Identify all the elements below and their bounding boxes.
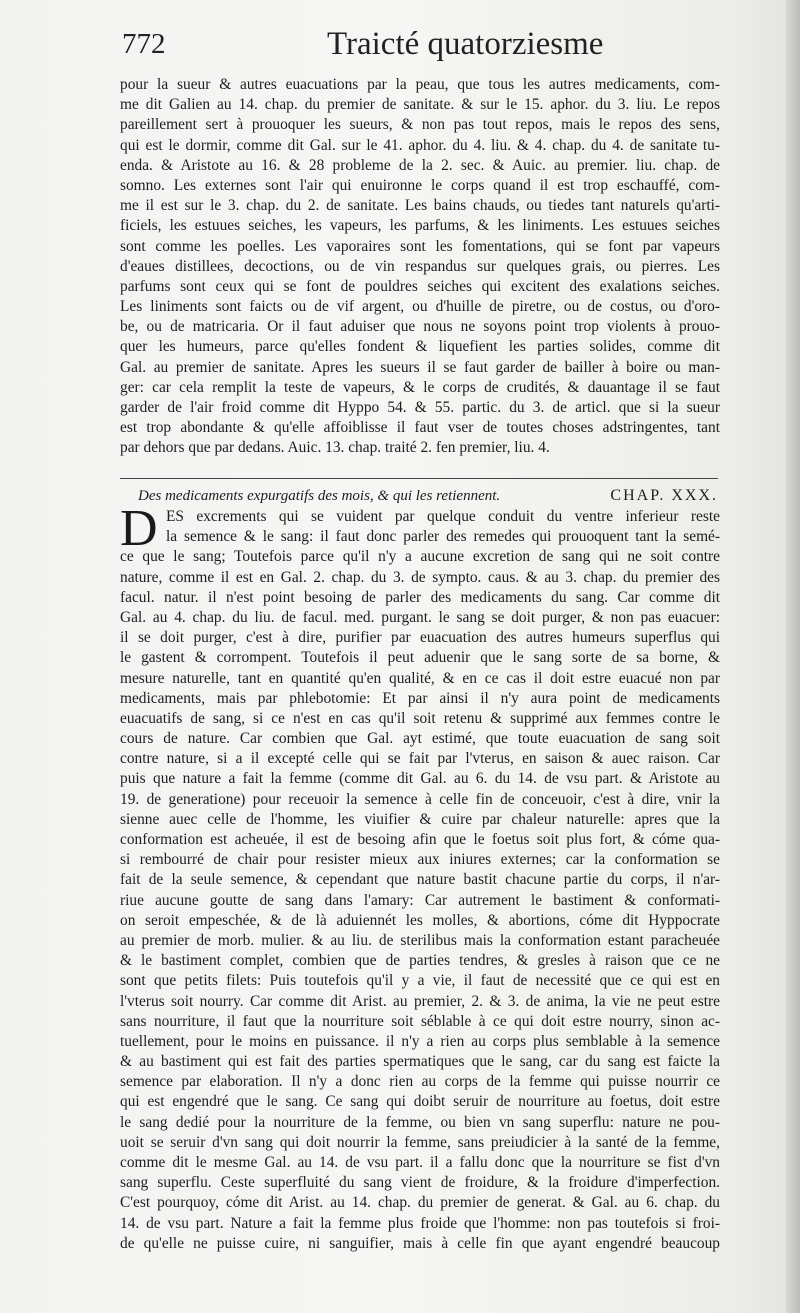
text-line: sienne auec celle de l'homme, les viuifier & cuire par chaleur naturelle: apres que la [120,810,720,828]
text-line: fait de la seule semence, & cependant que nature bastit chacune partie du corps, il n'ar- [120,871,720,889]
text-line: cours de nature. Car combien que Gal. ayt estimé, que toute euacuation de sang soit [120,730,720,748]
text-line: Gal. au premier de sanitate. Apres les sueurs il se faut garder de bailler à boire ou man- [120,358,720,376]
drop-capital: D [120,500,158,557]
chapter-heading [120,484,718,508]
text-line: ficiels, les estuues seiches, les vapeurs, les parfums, & les liniments. Les estuues seiches [120,217,720,235]
text-line: par dehors que par dedans. Auic. 13. chap. traité 2. fen premier, liu. 4. [120,439,550,457]
text-line: me il est sur le 3. chap. du 2. de sanitate. Les bains chauds, ou tiedes tant naturels qu'arti- [120,197,720,215]
text-line: mesure naturelle, tant en quantité qu'en qualité, & en ce cas il doit estre euacué non par [120,669,720,687]
text-line: sang superflu. Ceste superfluité du sang vient de froidure, & la froidure d'imperfection. [120,1174,720,1192]
text-line: be, ou de matricaria. Or il faut aduiser que nous ne soyons point trop violents à prouo- [120,318,720,336]
text-line: pareillement sert à prouoquer les sueurs, & non pas tout repos, mais le repos des sens, [120,116,720,134]
chapter-title: Des medicaments expurgatifs des mois, & qui les retiennent. [138,488,501,504]
text-line: contre nature, si a il excepté celle qui se fait par l'vterus, en saison & auec raison. Car [120,750,720,768]
text-line: nature, comme il est en Gal. 2. chap. du 3. de sympto. caus. & au 3. chap. du premier des [120,568,720,586]
text-line: qui est engendré que le sang. Ce sang qui doibt seruir de nourriture au foetus, doit estre [120,1093,720,1111]
text-line: le gastent & corrompent. Toutefois il peut aduenir que le sang sorte de sa borne, & [120,649,720,667]
text-line: qui est le dormir, comme dit Gal. sur le 41. aphor. du 4. liu. & 4. chap. du 4. de sanitate tu- [120,136,720,154]
text-line: & le bastiment complet, combien que de parties tendres, & gresles à raison que ce ne [120,952,720,970]
chapter-number: CHAP. XXX. [610,487,718,504]
text-line: tuellement, pour le moins en puissance. il n'y a rien au corps plus semblable à la semence [120,1032,720,1050]
text-line: me dit Galien au 14. chap. du premier de sanitate. & sur le 15. aphor. du 3. liu. Le repos [120,96,720,114]
page-number: 772 [122,28,166,60]
text-line: C'est pourquoy, cóme dit Arist. au 14. chap. du premier de generat. & Gal. au 6. chap. du [120,1194,720,1212]
text-line: si rembourré de chair pour resister mieux aux iniures externes; car la conformation se [120,851,720,869]
text-line: ger: car cela remplit la teste de vapeurs, & le corps de crudités, & dauantage il se faut [120,378,720,396]
text-line: garder de l'air froid comme dit Hyppo 54. & 55. partic. du 3. de articl. que si la sueur [120,399,720,416]
text-line: & au bastiment qui est fait des parties spermatiques que le sang, car du sang est faicte la [120,1053,720,1071]
page-edge-shadow [786,0,800,1313]
text-line: semence par elaboration. Il n'y a donc rien au corps de la femme qui puisse nourrir ce [120,1073,720,1091]
running-head [122,28,722,72]
text-line: quer les humeurs, parce qu'elles fondent & liquefient les parties solides, comme dit [120,338,720,356]
running-title: Traicté quatorziesme [327,26,604,62]
text-line: sont que petits filets: Puis toutefois qu'il y a vie, il faut de necessité que ce qui est en [120,972,720,990]
text-line: somno. Les externes sont l'air qui enuironne le corps quand il est trop eschauffé, com- [120,176,720,194]
text-line: d'eaues distillees, decoctions, ou de vin respandus sur quelques grais, ou pierres. Les [120,257,720,275]
text-line: l'vterus soit nourry. Car comme dit Arist. au premier, 2. & 3. de anima, la vie ne peut estre [120,992,720,1010]
text-line: uoit se seruir d'vn sang qui doit nourrir la femme, sans preiudicier à la santé de la femme, [120,1133,720,1151]
text-line: sans nourriture, il faut que la nourriture soit séblable à ce qui doit estre nourry, sinon ac- [120,1012,720,1030]
text-line: la semence & le sang: il faut donc parler des remedes qui prouoquent tant la semé- [166,528,720,546]
text-line: 14. de vsu part. Nature a fait la femme plus froide que l'homme: non pas toutefois si froi- [120,1214,720,1232]
text-line: on seroit empeschée, & de là aduiennét les molles, & abortions, cóme dit Hyppocrate [120,911,720,929]
section-rule [120,478,718,479]
text-line: il se doit purger, c'est à dire, purifier par euacuation des autres humeurs superflus qui [120,629,720,647]
text-line: Les liniments sont faicts ou de vif argent, ou d'huille de piretre, ou de costus, ou d'oro- [120,298,720,316]
text-line: ES excrements qui se vuident par quelque conduit du ventre inferieur reste [166,508,720,525]
text-line: au premier de morb. mulier. & au liu. de sterilibus mais la conformation estant paracheuée [120,931,720,949]
text-line: est trop abondante & qu'elle affoiblisse il faut vser de toutes choses adstringentes, tant [120,419,720,437]
text-line: medicaments, mais par phlebotomie: Et par ainsi il n'y aura point de medicaments [120,689,720,707]
text-line: le sang dedié pour la nourriture de la femme, ou bien vn sang superflu: nature ne pou- [120,1113,720,1131]
text-line: puis que nature a fait la femme (comme dit Gal. au 6. du 14. de vsu part. & Aristote au [120,770,720,788]
text-line: sont comme les poelles. Les vaporaires sont les fomentations, qui se font par vapeurs [120,237,720,255]
text-line: parfums sont ceux qui se font de pouldres seiches qui excitent des exalations seiches. [120,277,720,295]
text-line: pour la sueur & autres euacuations par la peau, que tous les autres medicaments, com- [120,76,720,93]
text-line: euacuatifs de sang, si ce n'est en cas qu'il soit retenu & supprimé aux femmes contre le [120,709,720,727]
text-line: facul. natur. il n'est point besoing de parler des medicaments du sang. Car comme dit [120,588,720,606]
text-line: de qu'elle ne puisse cuire, ni sanguifier, mais à celle fin que ayant engendré beaucoup [120,1234,720,1252]
text-line: conformation est acheuée, il est de besoing afin que le foetus soit plus fort, & cóme qua- [120,831,720,848]
text-line: ce que le sang; Toutefois parce qu'il n'y a aucune excretion de sang qui ne soit contre [120,548,720,566]
text-line: Gal. au 4. chap. du liu. de facul. med. purgant. le sang se doit purger, & non pas euacuer: [120,608,720,626]
text-line: enda. & Aristote au 16. & 28 probleme de la 2. sec. & Auic. au premier. liu. chap. de [120,156,720,174]
text-line: comme dit le mesme Gal. au 14. de vsu part. il a fallu donc que la nourriture se fist d'vn [120,1154,720,1171]
text-line: 19. de generatione) pour receuoir la semence à celle fin de conceuoir, c'est à dire, vnir la [120,790,720,808]
preceding-chapter-text [120,75,720,459]
chapter-body-text [120,500,720,1254]
text-line: riue aucune goutte de sang dans l'amary: Car autrement le bastiment & conformati- [120,891,720,909]
